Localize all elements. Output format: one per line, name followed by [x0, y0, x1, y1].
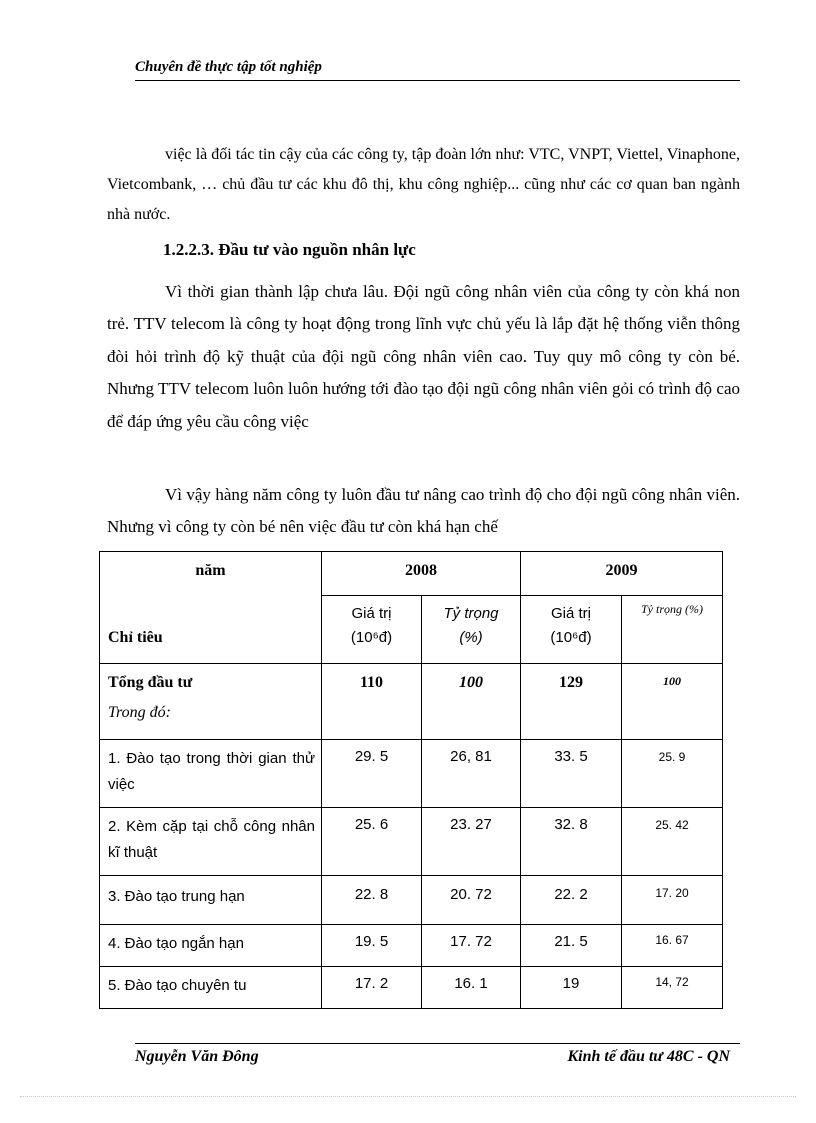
- row-value-2009: 19: [521, 967, 622, 1009]
- row-value-2009: 21. 5: [521, 925, 622, 967]
- row-label: 4. Đào tạo ngắn hạn: [100, 925, 322, 967]
- total-share-2008: 100: [422, 664, 521, 740]
- table-row: [100, 876, 723, 925]
- table-row-total: [100, 664, 723, 740]
- row-share-2008: 26, 81: [422, 740, 521, 808]
- year-2009-header: 2009: [521, 552, 723, 596]
- paragraph-1-text: việc là đối tác tin cậy của các công ty, tập đoàn lớn như: VTC, VNPT, Viettel, Vinaphone, Vietcombank, … chủ đầu tư các khu đô thị, khu công nghiệp... cũng như các cơ quan ban ngành nhà nước.: [107, 146, 740, 223]
- footer-author: Nguyễn Văn Đông: [135, 1048, 259, 1065]
- share-label: Tỷ trọng: [443, 605, 499, 622]
- year-2008-header: 2008: [322, 552, 521, 596]
- share-2008-header: [422, 596, 521, 664]
- total-label-cell: [100, 664, 322, 740]
- row-share-2009: 25. 9: [622, 740, 723, 808]
- paragraph-3: [107, 479, 740, 544]
- corner-bottom-label: Chỉ tiêu: [108, 629, 163, 646]
- total-share-2009: 100: [622, 664, 723, 740]
- page-header: [135, 56, 740, 81]
- header-title: Chuyên đề thực tập tốt nghiệp: [135, 59, 322, 75]
- row-value-2008: 19. 5: [322, 925, 422, 967]
- corner-top-label: năm: [195, 562, 226, 579]
- section-heading: 1.2.2.3. Đầu tư vào nguồn nhân lực: [163, 240, 416, 259]
- row-share-2008: 23. 27: [422, 808, 521, 876]
- table-header-row-years: [100, 552, 723, 596]
- row-share-2009: 17. 20: [622, 876, 723, 925]
- row-label: 5. Đào tạo chuyên tu: [100, 967, 322, 1009]
- footer-class: Kinh tế đầu tư 48C - QN: [567, 1048, 730, 1065]
- corner-cell: [100, 552, 322, 664]
- row-label: 2. Kèm cặp tại chỗ công nhân kĩ thuật: [100, 808, 322, 876]
- table-row: [100, 808, 723, 876]
- paragraph-3-text: Vì vậy hàng năm công ty luôn đầu tư nâng cao trình độ cho đội ngũ công nhân viên. Nhưng vì công ty còn bé nên việc đầu tư còn khá hạn chế: [107, 485, 740, 537]
- paragraph-2-text: Vì thời gian thành lập chưa lâu. Đội ngũ công nhân viên của công ty còn khá non trẻ. TTV telecom là công ty hoạt động trong lĩnh vực chủ yếu là lắp đặt hệ thống viễn thông đòi hỏi trình độ kỹ thuật của đội ngũ công nhân viên cao. Tuy quy mô công ty còn bé. Nhưng TTV telecom luôn luôn hướng tới đào tạo đội ngũ công nhân viên gỏi có trình độ cao để đáp ứng yêu cầu công việc: [107, 282, 740, 431]
- row-value-2009: 32. 8: [521, 808, 622, 876]
- row-value-2008: 25. 6: [322, 808, 422, 876]
- row-share-2009: 25. 42: [622, 808, 723, 876]
- row-share-2009: 16. 67: [622, 925, 723, 967]
- row-value-2009: 22. 2: [521, 876, 622, 925]
- investment-table: [99, 551, 723, 1009]
- row-label: 1. Đào tạo trong thời gian thử việc: [100, 740, 322, 808]
- total-sub-label: Trong đó:: [108, 704, 171, 721]
- paragraph-2: [107, 276, 740, 438]
- row-value-2008: 22. 8: [322, 876, 422, 925]
- value-2008-header: [322, 596, 422, 664]
- total-value-2009: 129: [521, 664, 622, 740]
- table-row: [100, 967, 723, 1009]
- share-unit: (%): [459, 629, 483, 646]
- page-footer: [135, 1043, 740, 1068]
- value-unit: (10⁶đ): [350, 629, 393, 646]
- value-label: Giá trị: [550, 605, 591, 622]
- row-value-2008: 29. 5: [322, 740, 422, 808]
- total-value-2008: 110: [322, 664, 422, 740]
- total-label: Tổng đầu tư: [108, 674, 193, 691]
- page-bottom-divider: [20, 1096, 796, 1097]
- row-share-2008: 17. 72: [422, 925, 521, 967]
- row-value-2009: 33. 5: [521, 740, 622, 808]
- row-share-2008: 16. 1: [422, 967, 521, 1009]
- row-label: 3. Đào tạo trung hạn: [100, 876, 322, 925]
- row-share-2009: 14, 72: [622, 967, 723, 1009]
- table-row: [100, 740, 723, 808]
- row-share-2008: 20. 72: [422, 876, 521, 925]
- value-label: Giá trị: [351, 605, 392, 622]
- share-2009-header: Tỷ trọng (%): [622, 596, 723, 664]
- row-value-2008: 17. 2: [322, 967, 422, 1009]
- value-2009-header: [521, 596, 622, 664]
- value-unit: (10⁶đ): [550, 629, 592, 646]
- table-row: [100, 925, 723, 967]
- paragraph-1: [107, 140, 740, 230]
